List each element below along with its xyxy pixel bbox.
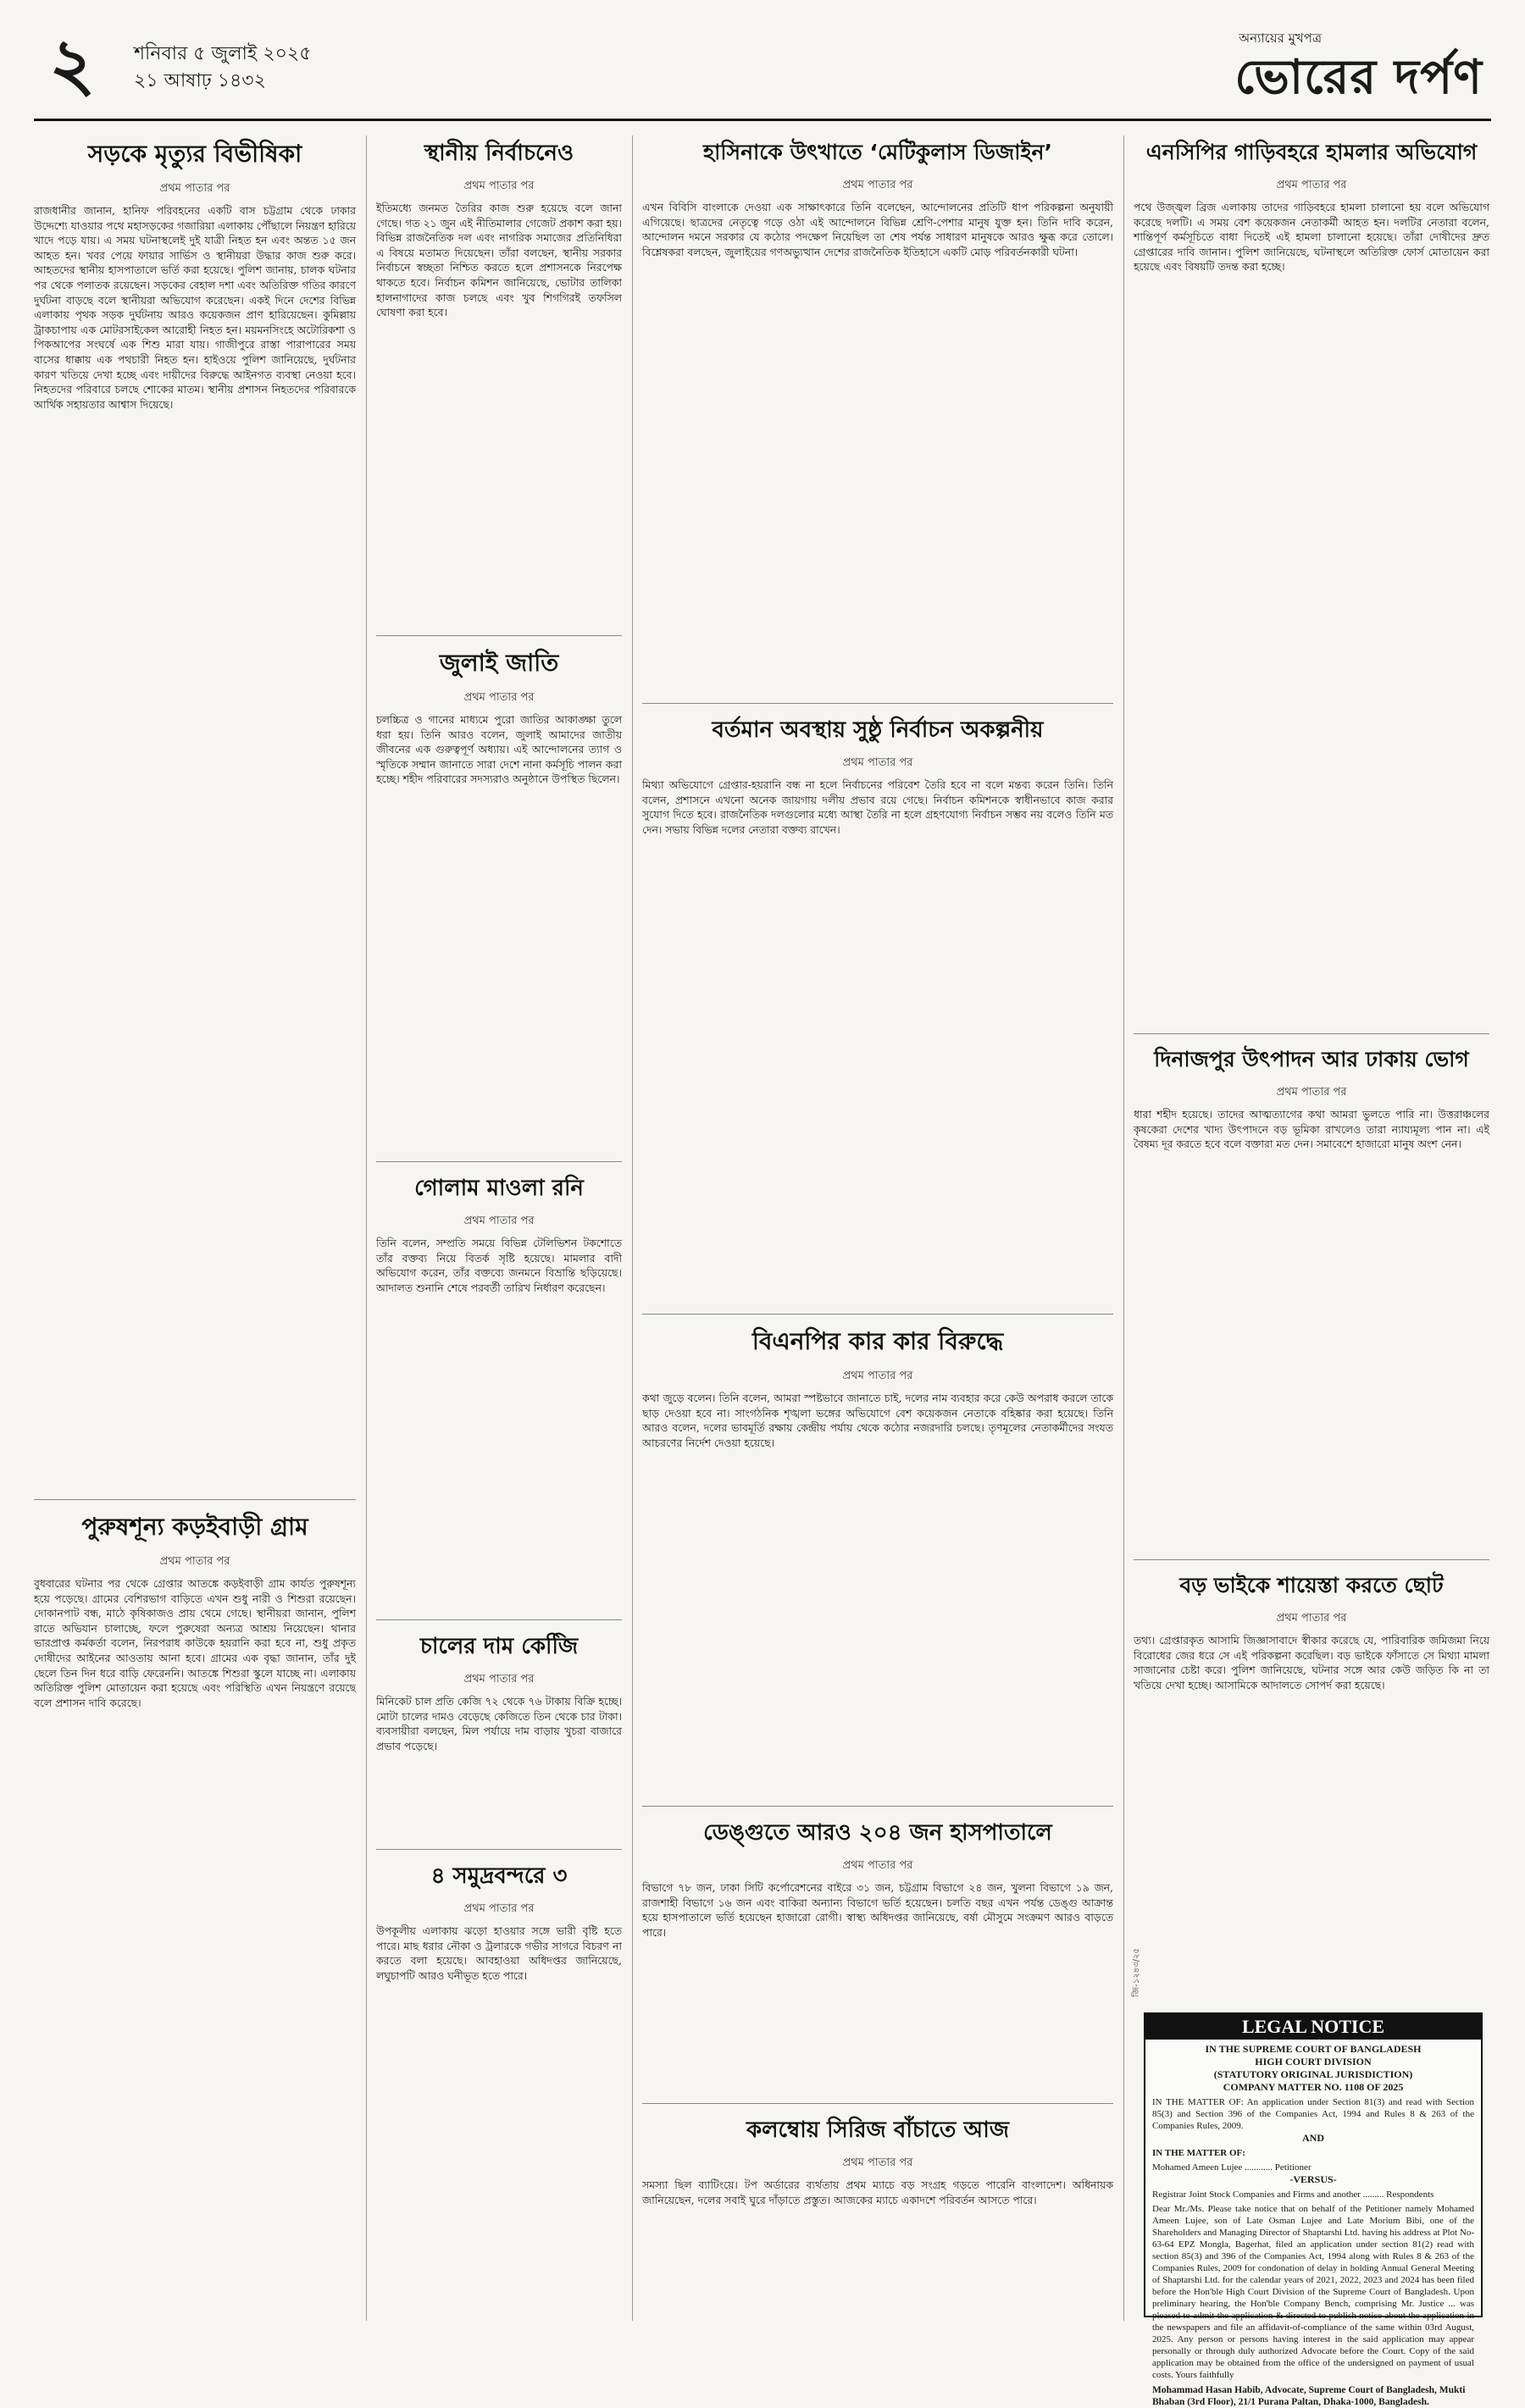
story-headline: হাসিনাকে উৎখাতে ‘মেটিকুলাস ডিজাইন’ <box>703 140 1052 164</box>
page-header <box>34 19 1491 121</box>
masthead-tagline: অন্যায়ের মুখপত্র <box>1239 30 1322 46</box>
story-byline: প্রথম পাতার পর <box>842 1859 913 1872</box>
story-headline: ৪ সমুদ্রবন্দরে ৩ <box>430 1863 568 1889</box>
story-byline: প্রথম পাতার পর <box>1276 179 1347 191</box>
legal-and: AND <box>1302 2132 1324 2144</box>
story-body: বিভাগে ৭৮ জন, ঢাকা সিটি কর্পোরেশনের বাইরে ৩১ জন, চট্টগ্রাম বিভাগে ২৪ জন, খুলনা বিভাগে ১৯ জন, রাজশাহী বিভাগে ১৬ জন এবং বাকিরা অন্যান্য বিভাগে ভর্তি হয়েছেন। চলতি বছর এখন পর্যন্ত ডেঙ্গু আক্রান্ত হয়ে হাসপাতালে ভর্তি হয়েছেন হাজারো রোগী। স্বাস্থ্য অধিদপ্তর জানিয়েছে, বর্ষা মৌসুমে সংক্রমণ আরও বাড়তে পারে। <box>642 1881 1113 1939</box>
story-byline: প্রথম পাতার পর <box>463 691 535 704</box>
page-number: ২ <box>49 22 96 106</box>
story-byline: প্রথম পাতার পর <box>842 1370 913 1382</box>
story-golam-maola <box>376 1171 622 1611</box>
legal-court: IN THE SUPREME COURT OF BANGLADESH <box>1205 2043 1422 2055</box>
story-byline: প্রথম পাতার পর <box>463 180 535 192</box>
date-gregorian: শনিবার ৫ জুলাই ২০২৫ <box>134 43 312 64</box>
story-fair-election <box>642 712 1113 1305</box>
story-byline: প্রথম পাতার পর <box>159 182 230 195</box>
story-byline: প্রথম পাতার পর <box>159 1555 230 1568</box>
divider <box>34 1499 356 1500</box>
column-2 <box>376 136 622 2321</box>
story-bnp-against <box>642 1323 1113 1797</box>
story-byline: প্রথম পাতার পর <box>1276 1086 1347 1099</box>
story-headline: বড় ভাইকে শায়েস্তা করতে ছোট <box>1179 1573 1444 1597</box>
story-body: ইতিমধ্যে জনমত তৈরির কাজ শুরু হয়েছে বলে জানা গেছে। গত ২১ জুন এই নীতিমালার গেজেট প্রকাশ করা হয়। বিভিন্ন রাজনৈতিক দল এবং নাগরিক সমাজের প্রতিনিধিরা এ বিষয়ে মতামত দিয়েছেন। তাঁরা বলছেন, স্থানীয় সরকার নির্বাচনে স্বচ্ছতা নিশ্চিত করতে হলে প্রশাসনকে নিরপেক্ষ থাকতে হবে। নির্বাচন কমিশন জানিয়েছে, ভোটার তালিকা হালনাগাদের কাজ চলছে এবং খুব শিগগিরই তফসিল ঘোষণা করা হবে। <box>376 202 622 319</box>
legal-division: HIGH COURT DIVISION <box>1255 2056 1372 2068</box>
divider <box>376 635 622 636</box>
legal-notice <box>1144 2012 1483 2407</box>
column-1 <box>34 136 356 2321</box>
legal-respondents: Registrar Joint Stock Companies and Firms and another ......... Respondents <box>1152 2189 1434 2200</box>
divider <box>642 703 1113 704</box>
story-body: এখন বিবিসি বাংলাকে দেওয়া এক সাক্ষাৎকারে তিনি বলেছেন, আন্দোলনের প্রতিটি ধাপ পরিকল্পনা অনুযায়ী এগিয়েছে। ছাত্রদের নেতৃত্বে গড়ে ওঠা এই আন্দোলনে বিভিন্ন শ্রেণি-পেশার মানুষ যুক্ত হন। তিনি দাবি করেন, আন্দোলন দমনে সরকার যে কঠোর পদক্ষেপ নিয়েছিল তা শেষ পর্যন্ত সাধারণ মানুষকে আরও ক্ষুব্ধ করে তোলে। বিশ্লেষকরা বলছেন, জুলাইয়ের গণঅভ্যুত্থান দেশের রাজনৈতিক ইতিহাসে একটি মোড় পরিবর্তনকারী ঘটনা। <box>642 201 1113 258</box>
story-headline: জুলাই জাতি <box>439 649 559 677</box>
story-byline: প্রথম পাতার পর <box>842 756 913 769</box>
story-body: বুধবারের ঘটনার পর থেকে গ্রেপ্তার আতঙ্কে কড়ইবাড়ী গ্রাম কার্যত পুরুষশূন্য হয়ে পড়েছে। গ্রামের বেশিরভাগ বাড়িতে এখন শুধু নারী ও শিশুরা রয়েছেন। দোকানপাট বন্ধ, মাঠে কৃষিকাজও প্রায় থেমে গেছে। স্থানীয়রা জানান, পুলিশ রাতে অভিযান চালাচ্ছে, ফলে পুরুষেরা অন্যত্র আশ্রয় নিয়েছেন। থানার ভারপ্রাপ্ত কর্মকর্তা বলেন, নিরপরাধ কাউকে হয়রানি করা হবে না, শুধু প্রকৃত দোষীদের আইনের আওতায় আনা হবে। গ্রামের এক বৃদ্ধা জানান, তাঁর দুই ছেলে তিন দিন ধরে বাড়ি ফেরেননি। আতঙ্কে শিশুরা স্কুলে যাচ্ছে না। এলাকায় অতিরিক্ত পুলিশ মোতায়েন করা হয়েছে এবং পরিস্থিতি এখন নিয়ন্ত্রণে রয়েছে বলে প্রশাসন দাবি করেছে। <box>34 1577 356 1709</box>
legal-body: Dear Mr./Ms. Please take notice that on behalf of the Petitioner namely Mohamed Ameen Lujee, son of Late Osman Lujee and Late Morium Bibi, one of the Shareholders and Managing Director of Shaptarshi Ltd. having his address at Plot No-63-64 EPZ Mongla, Bagerhat, filed an application under section 81(2) read with section 85(3) and 396 of the Companies Act, 1994 along with Rules 8 & 263 of the Companies Rules, 2009 for condonation of delay in holding Annual General Meeting of Shaptarshi Ltd. for the calendar years of 2021, 2022, 2023 and 2024 has been filed before the Hon'ble High Court Division of the Supreme Court of Bangladesh. Upon preliminary hearing, the Hon'ble Company Bench, comprising Mr. Justice ... was pleased to admit the application & directed to publish notice about the application in the newspapers and file an affidavit-of-compliance of the same within 03rd August, 2025. Any person or persons having interest in the said application may appear personally or through duly authorized Advocate before the Court. Copy of the said application may be obtained from the office of the undersigned on payment of usual costs. Yours faithfully <box>1152 2204 1474 2380</box>
date-bengali: ২১ আষাঢ় ১৪৩২ <box>134 70 266 91</box>
masthead-title: ভোরের দর্পণ <box>1234 50 1483 105</box>
story-headline: বিএনপির কার কার বিরুদ্ধে <box>751 1327 1004 1355</box>
story-headline: কলম্বোয় সিরিজ বাঁচাতে আজ <box>746 2117 1010 2143</box>
legal-in-matter-of: IN THE MATTER OF: <box>1152 2148 1245 2158</box>
story-hasina-meticulous <box>642 136 1113 695</box>
story-body: কথা জুড়ে বলেন। তিনি বলেন, আমরা স্পষ্টভাবে জানাতে চাই, দলের নাম ব্যবহার করে কেউ অপরাধ করলে তাকে ছাড় দেওয়া হবে না। সাংগঠনিক শৃঙ্খলা ভঙ্গের অভিযোগে বেশ কয়েকজন নেতাকে বহিষ্কার করা হয়েছে। তিনি আরও বলেন, দলের ভাবমূর্তি রক্ষায় কেন্দ্রীয় পর্যায় থেকে কঠোর নজরদারি চলছে। তৃণমূলের নেতাকর্মীদের সংযত আচরণের নির্দেশ দেওয়া হয়েছে। <box>642 1392 1113 1449</box>
story-headline: সড়কে মৃত্যুর বিভীষিকা <box>87 140 302 168</box>
story-headline: চালের দাম কেজিি <box>419 1634 579 1659</box>
divider <box>1134 1033 1489 1034</box>
story-body: রাজধানীর জানান, হানিফ পরিবহনের একটি বাস চট্টগ্রাম থেকে ঢাকার উদ্দেশ্যে যাওয়ার পথে মহাসড়কের গজারিয়া এলাকায় পৌঁছালে নিয়ন্ত্রণ হারিয়ে খাদে পড়ে যায়। এ সময় ঘটনাস্থলেই দুই যাত্রী নিহত হন এবং অন্তত ১৫ জন আহত হন। খবর পেয়ে ফায়ার সার্ভিস ও স্থানীয়রা উদ্ধার কাজ শুরু করে। আহতদের স্থানীয় হাসপাতালে ভর্তি করা হয়েছে। পুলিশ জানায়, চালক ঘটনার পর থেকে পলাতক রয়েছেন। সড়কের বেহাল দশা এবং অতিরিক্ত গতির কারণে দুর্ঘটনা বাড়ছে বলে স্থানীয়রা অভিযোগ করেছেন। একই দিনে দেশের বিভিন্ন এলাকায় পৃথক সড়ক দুর্ঘটনায় আরও কয়েকজন প্রাণ হারিয়েছেন। কুমিল্লায় ট্রাকচাপায় এক মোটরসাইকেল আরোহী নিহত হন। ময়মনসিংহে অটোরিকশা ও পিকআপের সংঘর্ষে এক শিশু মারা যায়। গাজীপুরে রাস্তা পারাপারের সময় বাসের ধাক্কায় এক পথচারী নিহত হন। হাইওয়ে পুলিশ জানিয়েছে, দুর্ঘটনার কারণ খতিয়ে দেখা হচ্ছে এবং দায়ীদের বিরুদ্ধে আইনগত ব্যবস্থা নেওয়া হবে। নিহতদের পরিবারে চলছে শোকের মাতম। স্থানীয় প্রশাসন নিহতদের পরিবারকে আর্থিক সহায়তার আশ্বাস দিয়েছে। <box>34 204 356 411</box>
ad-code: জি-১২৪৩/২৫ <box>1132 1948 1141 1997</box>
masthead-logo <box>1186 24 1491 108</box>
story-body: ধারা শহীদ হয়েছে। তাদের আত্মত্যাগের কথা আমরা ভুলতে পারি না। উত্তরাঞ্চলের কৃষকেরা দেশের খাদ্য উৎপাদনে বড় ভূমিকা রাখলেও তারা ন্যায্যমূল্য পান না। এই বৈষম্য দূর করতে হবে বলে বক্তারা মত দেন। সমাবেশে হাজারো মানুষ অংশ নেন। <box>1134 1108 1489 1151</box>
legal-matter-text: IN THE MATTER OF: An application under Section 81(3) and read with Section 85(3) and Section 396 of the Companies Act, 1994 and Rules 8 & 263 of the Companies Rules, 2009. <box>1152 2097 1474 2131</box>
divider <box>642 1314 1113 1315</box>
story-rice-price <box>376 1629 622 1841</box>
story-byline: প্রথম পাতার পর <box>463 1673 535 1686</box>
column-divider <box>1123 136 1124 2321</box>
story-headline: দিনাজপুর উৎপাদন আর ঢাকায় ভোগ <box>1154 1047 1469 1071</box>
column-5 <box>1134 136 1489 1999</box>
column-divider <box>632 136 633 2321</box>
story-body: মিনিকেট চাল প্রতি কেজি ৭২ থেকে ৭৬ টাকায় বিক্রি হচ্ছে। মোটা চালের দামও বেড়েছে কেজিতে তিন থেকে চার টাকা। ব্যবসায়ীরা বলছেন, মিল পর্যায়ে দাম বাড়ায় খুচরা বাজারে প্রভাব পড়েছে। <box>376 1695 622 1752</box>
divider <box>376 1161 622 1162</box>
header-date <box>134 41 312 95</box>
column-divider <box>366 136 367 2321</box>
story-male-less-village <box>34 1508 356 2271</box>
story-body: পথে উজ্জ্বল ব্রিজ এলাকায় তাদের গাড়িবহরে হামলা চালানো হয় বলে অভিযোগ করেছে দলটি। এ সময় বেশ কয়েকজন নেতাকর্মী আহত হন। দলটির নেতারা বলেন, শান্তিপূর্ণ কর্মসূচিতে বাধা দিতেই এই হামলা চালানো হয়েছে। তাঁরা দোষীদের দ্রুত গ্রেপ্তারের দাবি জানান। পুলিশ জানিয়েছে, ঘটনাস্থলে অতিরিক্ত ফোর্স মোতায়েন করা হয়েছে এবং বিষয়টি তদন্ত করা হচ্ছে। <box>1134 201 1489 274</box>
legal-jurisdiction: (STATUTORY ORIGINAL JURISDICTION) <box>1213 2068 1413 2080</box>
story-four-ports <box>376 1858 622 2282</box>
divider <box>642 1806 1113 1807</box>
legal-versus: -VERSUS- <box>1289 2173 1337 2185</box>
story-byline: প্রথম পাতার পর <box>842 2156 913 2169</box>
story-headline: ডেঙ্গুতে আরও ২০৪ জন হাসপাতালে <box>703 1820 1052 1846</box>
story-body: চলচ্চিত্র ও গানের মাধ্যমে পুরো জাতির আকাঙ্ক্ষা তুলে ধরা হয়। তিনি আরও বলেন, জুলাই আমাদের জাতীয় জীবনের এক গুরুত্বপূর্ণ অধ্যায়। এই আন্দোলনের ত্যাগ ও স্মৃতিকে সম্মান জানাতে সারা দেশে নানা কর্মসূচি পালন করা হচ্ছে। শহীদ পরিবারের সদস্যরাও অনুষ্ঠানে উপস্থিত ছিলেন। <box>376 713 622 786</box>
story-headline: বর্তমান অবস্থায় সুষ্ঠু নির্বাচন অকল্পনীয় <box>712 717 1044 743</box>
story-body: মিথ্যা অভিযোগে গ্রেপ্তার-হয়রানি বন্ধ না হলে নির্বাচনের পরিবেশ তৈরি হবে না বলে মন্তব্য করেন তিনি। তিনি বলেন, প্রশাসনে এখনো অনেক জায়গায় দলীয় প্রভাব রয়ে গেছে। নির্বাচন কমিশনকে স্বাধীনভাবে কাজ করার সুযোগ দিতে হবে। রাজনৈতিক দলগুলোর মধ্যে আস্থা তৈরি না হলে গ্রহণযোগ্য নির্বাচন সম্ভব নয় বলেও তিনি মত দেন। সভায় বিভিন্ন দলের নেতারা বক্তব্য রাখেন। <box>642 778 1113 836</box>
story-body: সমস্যা ছিল ব্যাটিংয়ে। টপ অর্ডারের ব্যর্থতায় প্রথম ম্যাচে বড় সংগ্রহ গড়তে পারেনি বাংলাদেশ। অধিনায়ক জানিয়েছেন, দলের সবাই ঘুরে দাঁড়াতে প্রস্তুত। আজকের ম্যাচে একাদশে পরিবর্তন আসতে পারে। <box>642 2178 1113 2206</box>
legal-petitioner: Mohamed Ameen Lujee ............ Petitioner <box>1152 2162 1312 2173</box>
story-july-nation <box>376 645 622 1153</box>
story-big-brother <box>1134 1569 1489 1975</box>
legal-notice-title: LEGAL NOTICE <box>1145 2014 1481 2040</box>
divider <box>376 1619 622 1620</box>
legal-signer: Mohammad Hasan Habib, Advocate, Supreme Court of Bangladesh, Mukti Bhaban (3rd Floor), 21/1 Purana Paltan, Dhaka-1000, Bangladesh. <box>1152 2385 1466 2407</box>
story-body: তথ্য। গ্রেপ্তারকৃত আসামি জিজ্ঞাসাবাদে স্বীকার করেছে যে, পারিবারিক জমিজমা নিয়ে বিরোধের জের ধরে সে এই পরিকল্পনা করেছিল। বড় ভাইকে ফাঁসাতে সে মিথ্যা মামলা সাজানোর চেষ্টা করে। পুলিশ জানিয়েছে, ঘটনার সঙ্গে আর কেউ জড়িত কি না তা খতিয়ে দেখা হচ্ছে। আসামিকে আদালতে সোপর্দ করা হয়েছে। <box>1134 1634 1489 1691</box>
divider <box>376 1849 622 1850</box>
story-headline: এনসিপির গাড়িবহরে হামলার অভিযোগ <box>1145 140 1478 164</box>
story-body: উপকূলীয় এলাকায় ঝড়ো হাওয়ার সঙ্গে ভারী বৃষ্টি হতে পারে। মাছ ধরার নৌকা ও ট্রলারকে গভীর সাগরে বিচরণ না করতে বলা হয়েছে। আবহাওয়া অধিদপ্তর জানিয়েছে, লঘুচাপটি আরও ঘনীভূত হতে পারে। <box>376 1924 622 1982</box>
story-headline: পুরুষশূন্য কড়ইবাড়ী গ্রাম <box>81 1513 308 1541</box>
story-colombo-series <box>642 2112 1113 2333</box>
story-body: তিনি বলেন, সম্প্রতি সময়ে বিভিন্ন টেলিভিশন টকশোতে তাঁর বক্তব্য নিয়ে বিতর্ক সৃষ্টি হয়েছে। মামলার বাদী অভিযোগ করেন, তাঁর বক্তব্যে জনমনে বিভ্রান্তি ছড়িয়েছে। আদালত শুনানি শেষে পরবর্তী তারিখ নির্ধারণ করেছেন। <box>376 1237 622 1294</box>
story-byline: প্রথম পাতার পর <box>842 179 913 191</box>
story-byline: প্রথম পাতার পর <box>463 1902 535 1915</box>
story-dinajpur <box>1134 1043 1489 1551</box>
divider <box>1134 1559 1489 1560</box>
story-headline: স্থানীয় নির্বাচনেও <box>424 141 574 166</box>
story-local-election <box>376 136 622 627</box>
column-3 <box>642 136 1113 2321</box>
story-road-death <box>34 136 356 1491</box>
story-headline: গোলাম মাওলা রনি <box>414 1176 584 1201</box>
story-dengue <box>642 1815 1113 2095</box>
story-ncp-attack <box>1134 136 1489 1025</box>
story-byline: প্রথম পাতার পর <box>463 1215 535 1227</box>
legal-matter-no: COMPANY MATTER NO. 1108 OF 2025 <box>1223 2081 1404 2093</box>
divider <box>642 2103 1113 2104</box>
story-byline: প্রথম পাতার পর <box>1276 1612 1347 1625</box>
